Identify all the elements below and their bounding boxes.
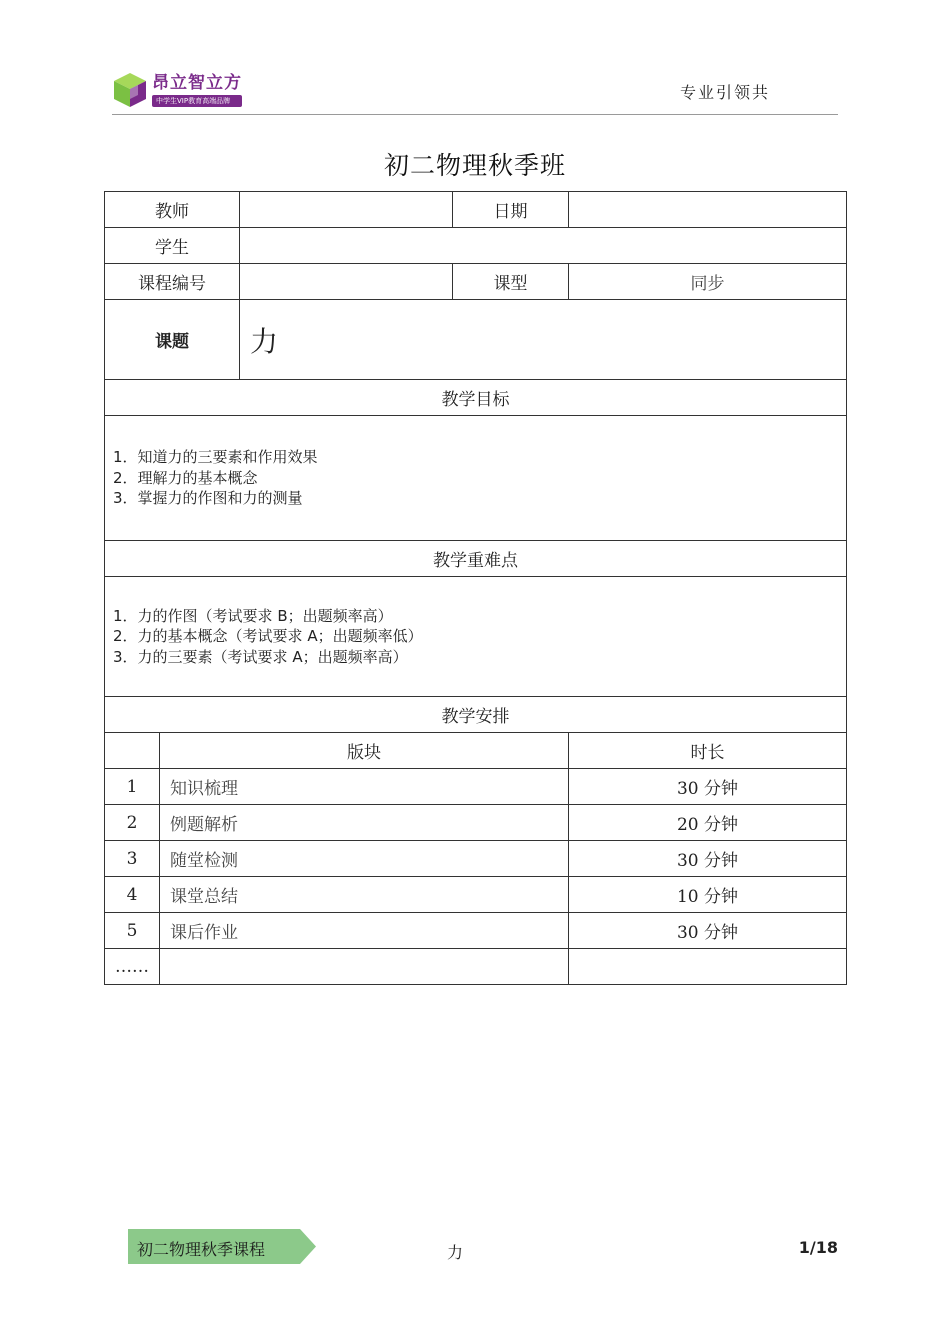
- schedule-header-blank: [105, 733, 160, 769]
- course-type-value: 同步: [569, 264, 847, 300]
- teacher-field[interactable]: [240, 192, 453, 228]
- schedule-col-duration: 时长: [569, 733, 847, 769]
- table-row: [105, 805, 847, 841]
- document-title: 初二物理秋季班: [383, 151, 566, 180]
- list-item: 3．掌握力的作图和力的测量: [113, 489, 303, 508]
- brand-name: 昂立智立方: [152, 73, 242, 93]
- list-item: 2．理解力的基本概念: [113, 468, 258, 487]
- row-duration: 30 分钟: [569, 769, 847, 805]
- list-item: 3．力的三要素（考试要求 A；出题频率高）: [113, 647, 408, 666]
- row-section: 例题解析: [160, 805, 569, 841]
- row-number: 2: [105, 805, 160, 841]
- page-header: [112, 66, 838, 115]
- list-item: 2．力的基本概念（考试要求 A；出题频率低）: [113, 627, 423, 646]
- row-ellipsis: ……: [105, 949, 160, 985]
- course-code-label: 课程编号: [105, 264, 240, 300]
- date-field[interactable]: [569, 192, 847, 228]
- row-duration: 20 分钟: [569, 805, 847, 841]
- lesson-plan-table: [104, 191, 847, 985]
- row-duration: 30 分钟: [569, 841, 847, 877]
- goals-list: [105, 416, 847, 541]
- table-row: [105, 913, 847, 949]
- student-field[interactable]: [240, 228, 847, 264]
- schedule-col-section: 版块: [160, 733, 569, 769]
- goals-heading: 教学目标: [105, 380, 847, 416]
- row-section: 课堂总结: [160, 877, 569, 913]
- topic-label: 课题: [105, 300, 240, 380]
- course-type-label: 课型: [453, 264, 569, 300]
- key-points-list: [105, 577, 847, 697]
- row-section-empty: [160, 949, 569, 985]
- list-item: 1．知道力的三要素和作用效果: [113, 448, 318, 467]
- table-row: [105, 769, 847, 805]
- teacher-label: 教师: [105, 192, 240, 228]
- topic-value: 力: [240, 300, 847, 380]
- table-row: [105, 949, 847, 985]
- table-row: [105, 877, 847, 913]
- row-section: 课后作业: [160, 913, 569, 949]
- schedule-heading: 教学安排: [105, 697, 847, 733]
- row-duration-empty: [569, 949, 847, 985]
- course-code-field[interactable]: [240, 264, 453, 300]
- list-item: 1．力的作图（考试要求 B；出题频率高）: [113, 606, 393, 625]
- page-number: 1/18: [798, 1238, 838, 1257]
- brand-slogan: 中学生VIP教育高端品牌: [152, 95, 242, 107]
- date-label: 日期: [453, 192, 569, 228]
- table-row: [105, 841, 847, 877]
- footer-course-tag: [128, 1229, 316, 1264]
- cube-logo-icon: [112, 71, 148, 109]
- row-number: 4: [105, 877, 160, 913]
- row-number: 3: [105, 841, 160, 877]
- row-duration: 10 分钟: [569, 877, 847, 913]
- row-duration: 30 分钟: [569, 913, 847, 949]
- footer-topic: 力: [447, 1243, 464, 1262]
- brand-logo: [112, 70, 242, 110]
- row-number: 5: [105, 913, 160, 949]
- student-label: 学生: [105, 228, 240, 264]
- key-points-heading: 教学重难点: [105, 541, 847, 577]
- row-section: 随堂检测: [160, 841, 569, 877]
- header-motto: 专业引领共: [679, 83, 770, 102]
- row-section: 知识梳理: [160, 769, 569, 805]
- footer-course-label: 初二物理秋季课程: [137, 1240, 266, 1259]
- row-number: 1: [105, 769, 160, 805]
